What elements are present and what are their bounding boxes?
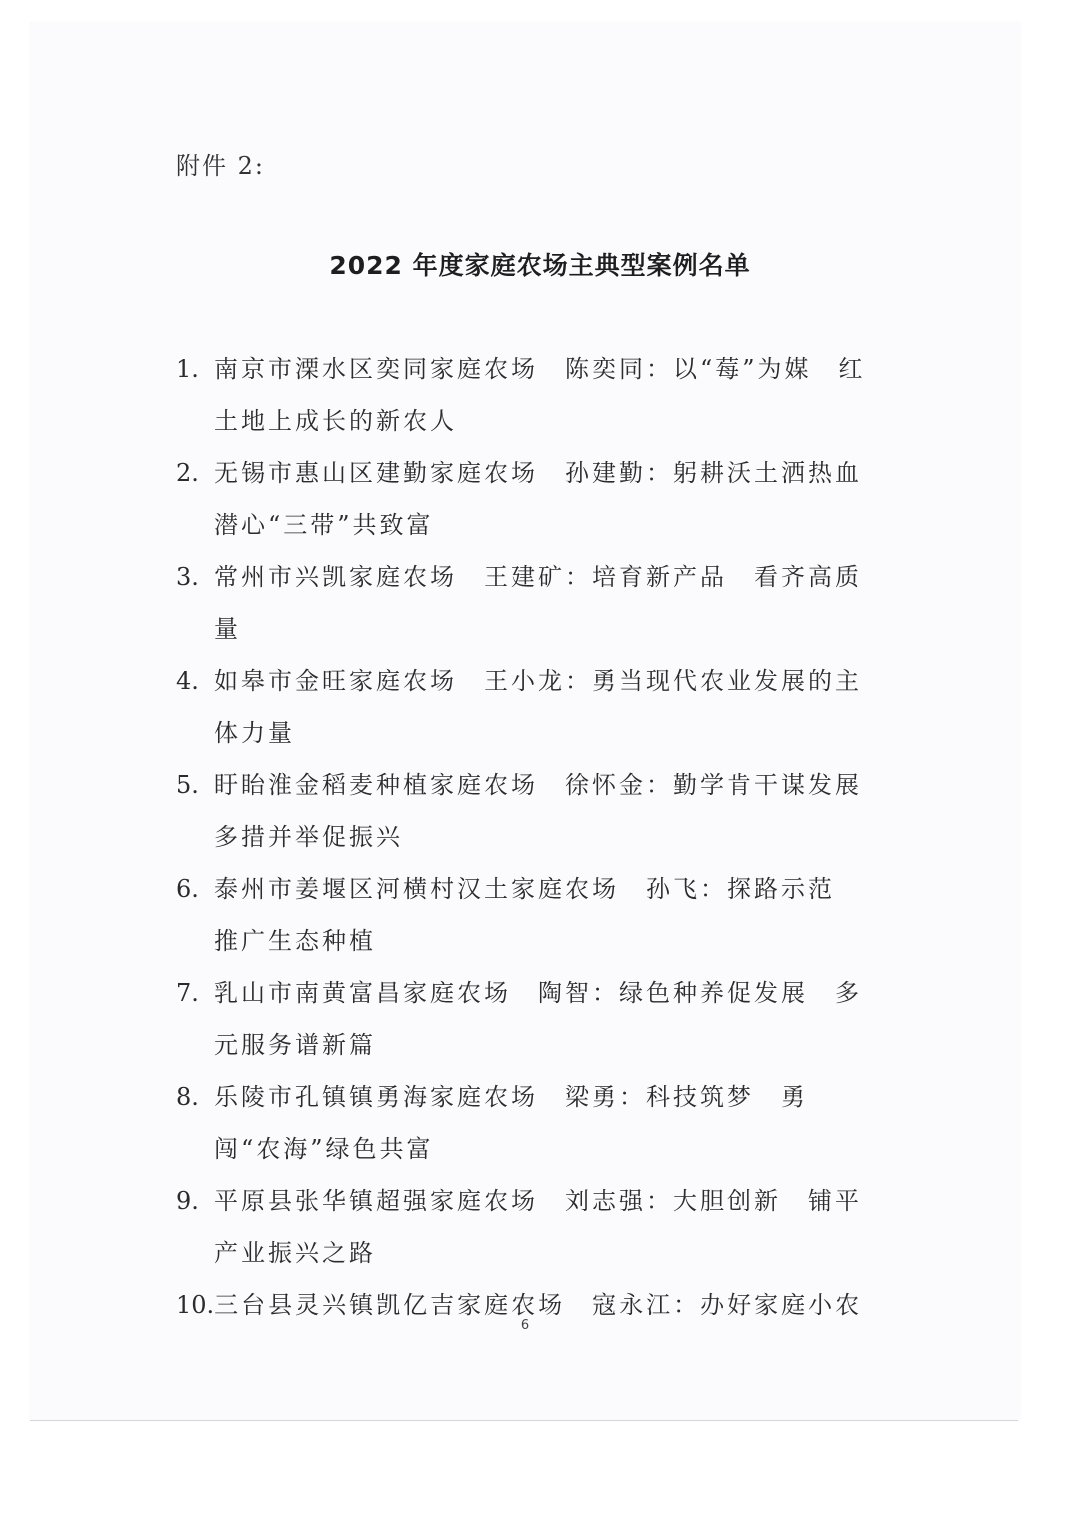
list-item <box>176 1175 876 1279</box>
item-number: 10. <box>176 1291 215 1319</box>
document-title: 2022 年度家庭农场主典型案例名单 <box>329 251 751 280</box>
item-number: 4. <box>176 667 199 695</box>
item-text: 乐陵市孔镇镇勇海家庭农场 梁勇：科技筑梦 勇闯“农海”绿色共富 <box>214 1083 808 1163</box>
item-number: 5. <box>176 771 199 799</box>
item-number: 2. <box>176 459 199 487</box>
list-item <box>176 759 889 863</box>
item-number: 6. <box>176 875 199 903</box>
list-item <box>176 967 876 1071</box>
item-number: 8. <box>176 1083 199 1111</box>
list-item <box>176 343 876 447</box>
item-text: 无锡市惠山区建勤家庭农场 孙建勤：躬耕沃土洒热血 潜心“三带”共致富 <box>214 459 889 539</box>
item-text: 乳山市南黄富昌家庭农场 陶智：绿色种养促发展 多元服务谱新篇 <box>214 979 862 1059</box>
item-text: 盱眙淮金稻麦种植家庭农场 徐怀金：勤学肯干谋发展 多措并举促振兴 <box>214 771 889 851</box>
page-number: 6 <box>520 1318 530 1333</box>
item-number: 9. <box>176 1187 199 1215</box>
list-item <box>176 447 889 551</box>
item-text: 平原县张华镇超强家庭农场 刘志强：大胆创新 铺平产业振兴之路 <box>214 1187 862 1267</box>
list-item <box>176 551 876 655</box>
item-number: 3. <box>176 563 199 591</box>
case-list <box>176 343 889 1331</box>
attachment-label: 附件 2: <box>176 152 265 180</box>
item-text: 泰州市姜堰区河横村汉土家庭农场 孙飞：探路示范 推广生态种植 <box>214 875 862 955</box>
list-item <box>176 1071 876 1175</box>
item-number: 1. <box>176 355 199 383</box>
list-item <box>176 863 876 967</box>
page-edge-divider <box>30 1420 1018 1421</box>
item-text: 常州市兴凯家庭农场 王建矿：培育新产品 看齐高质量 <box>214 563 862 643</box>
item-text: 南京市溧水区奕同家庭农场 陈奕同：以“莓”为媒 红土地上成长的新农人 <box>214 355 866 435</box>
item-text: 如皋市金旺家庭农场 王小龙：勇当现代农业发展的主体力量 <box>214 667 862 747</box>
list-item <box>176 655 876 759</box>
item-number: 7. <box>176 979 199 1007</box>
item-text: 三台县灵兴镇凯亿吉家庭农场 寇永江：办好家庭小农 <box>214 1291 863 1319</box>
